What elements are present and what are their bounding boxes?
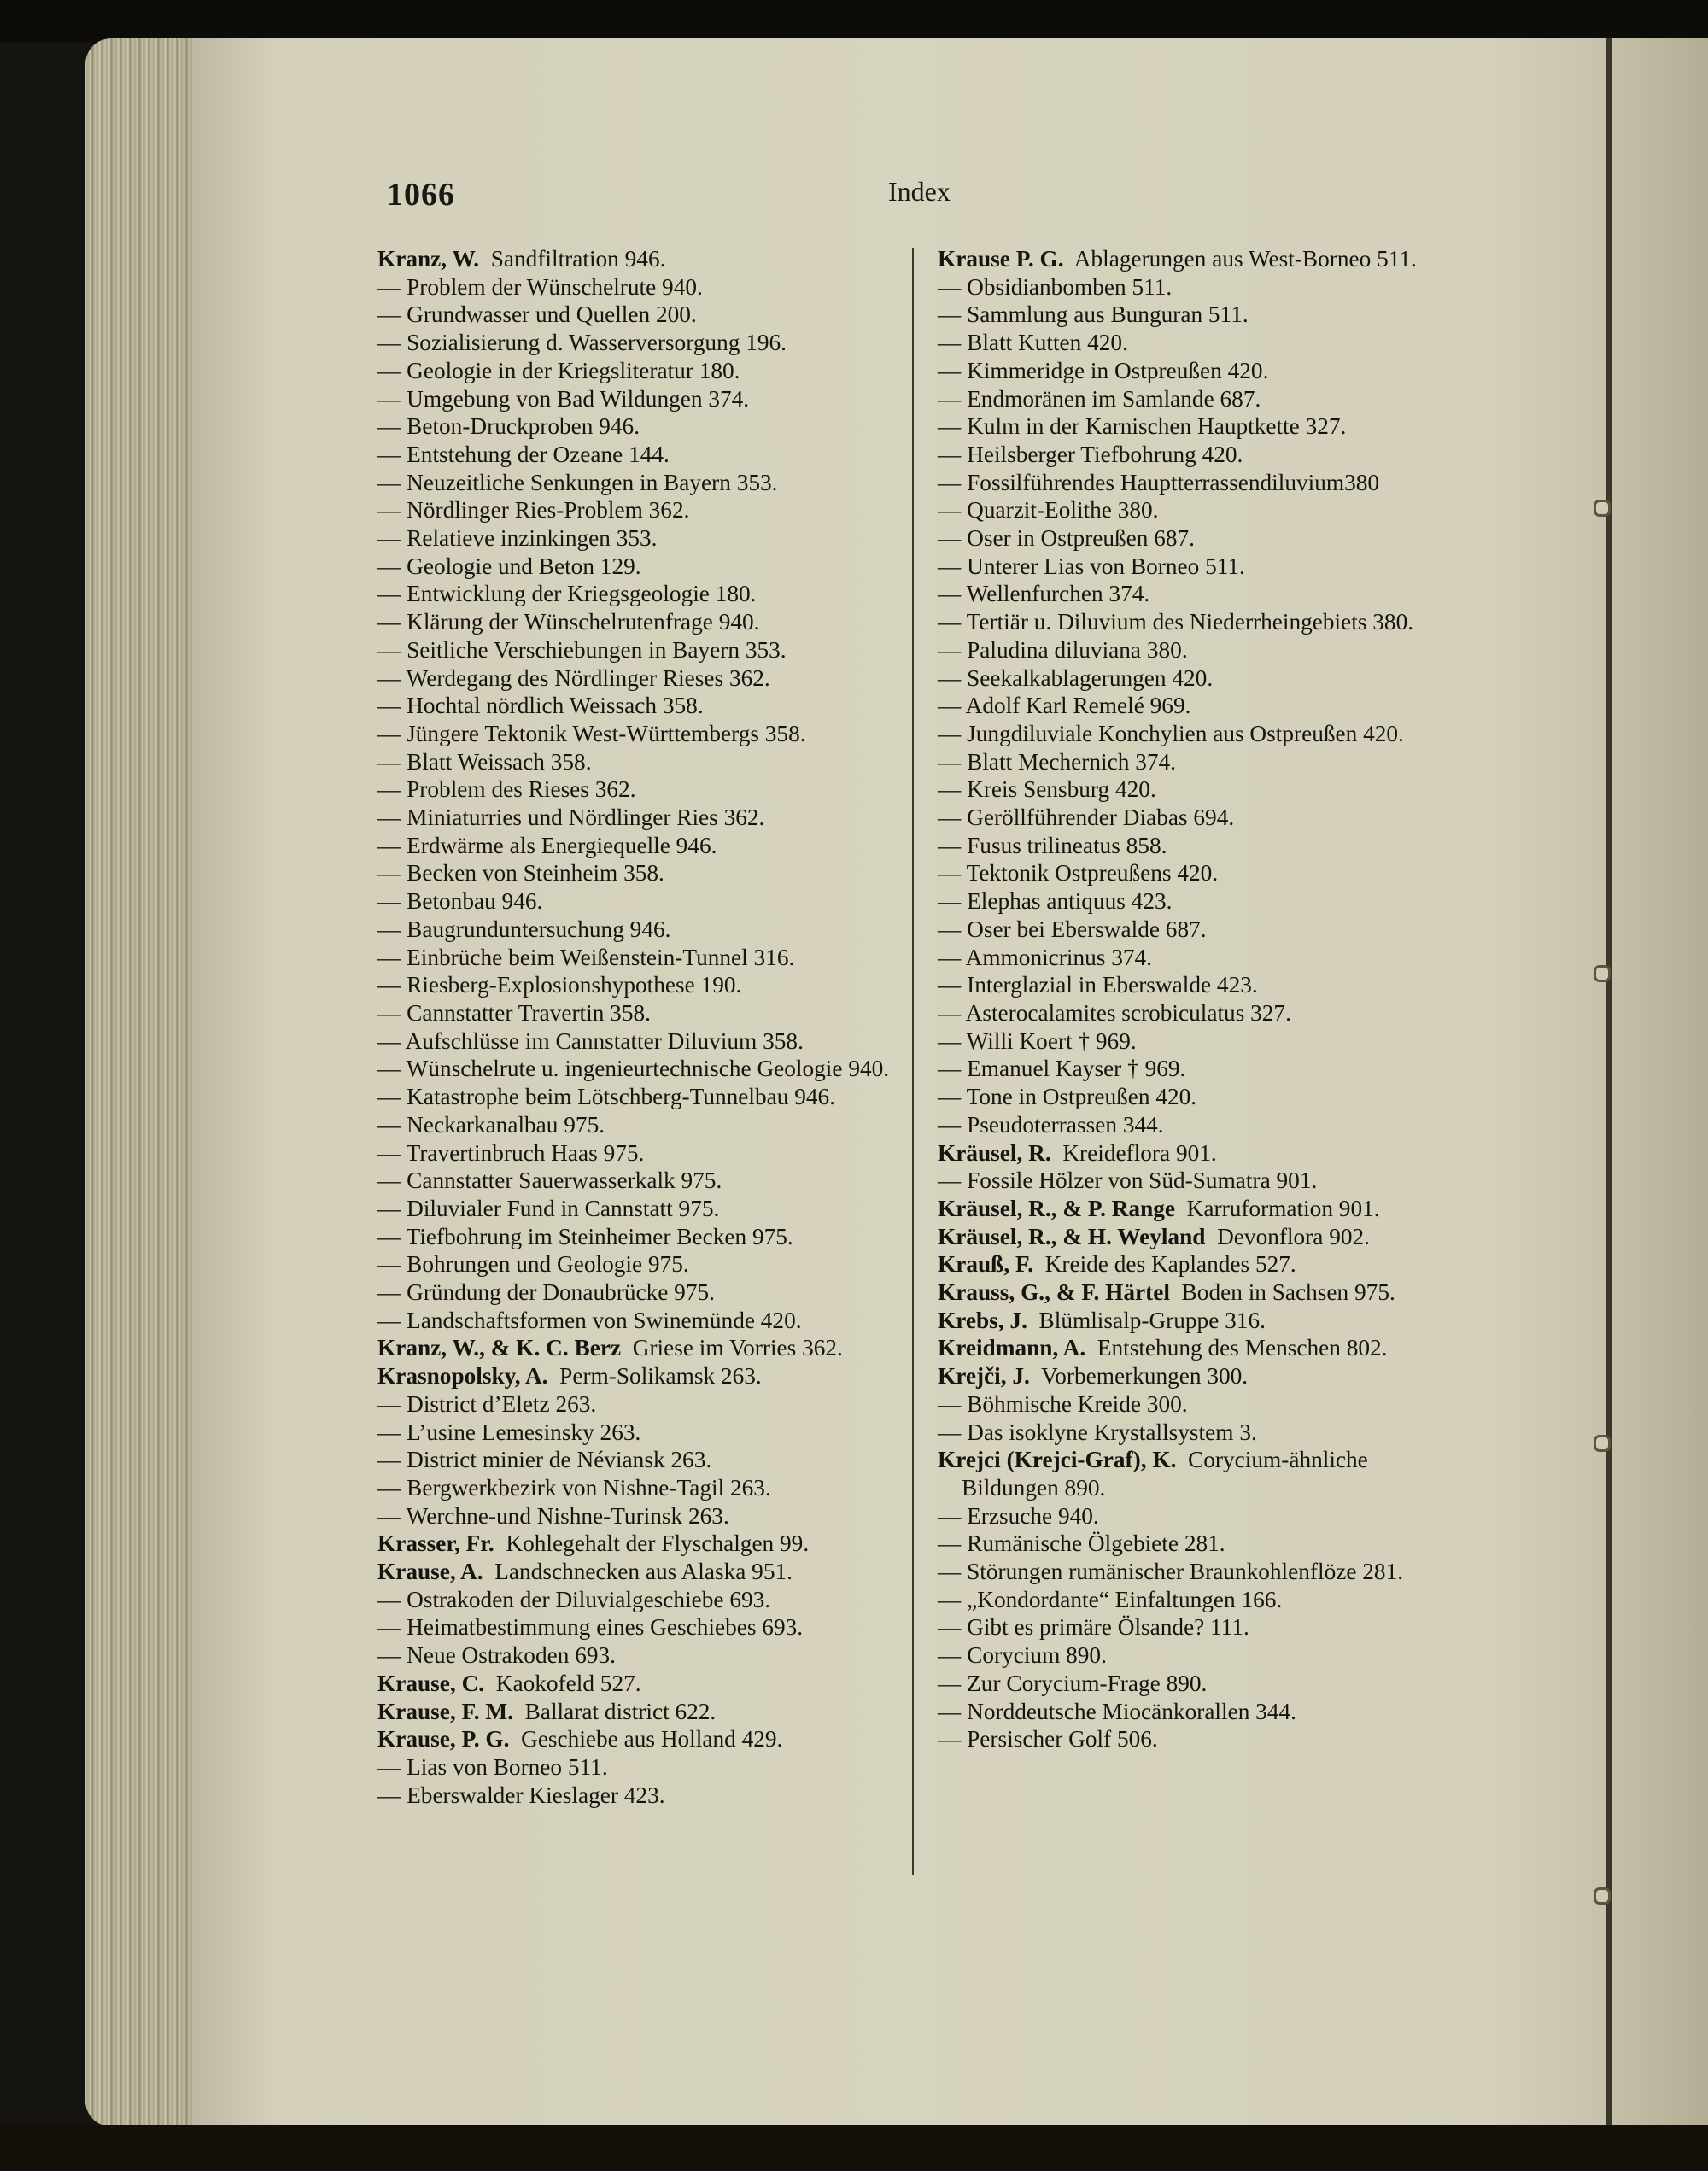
page-edges	[85, 38, 201, 2127]
index-entry	[938, 664, 1467, 693]
index-entry-text: — Hochtal nördlich Weissach 358.	[377, 693, 704, 719]
index-author: Kräusel, R., & H. Weyland	[938, 1223, 1206, 1249]
index-column-left	[377, 245, 900, 1809]
index-entry-text: — Oser in Ostpreußen 687.	[938, 525, 1195, 552]
index-entry	[377, 1111, 900, 1139]
index-entry	[377, 832, 900, 860]
index-entry	[938, 944, 1467, 972]
index-author: Krause P. G.	[938, 246, 1064, 272]
index-entry	[938, 301, 1467, 329]
index-entry	[938, 1390, 1467, 1419]
index-entry	[377, 859, 900, 887]
index-entry	[938, 1027, 1467, 1056]
index-entry	[377, 720, 900, 748]
index-entry-text: — Lias von Borneo 511.	[377, 1753, 608, 1780]
index-entry	[938, 1558, 1467, 1586]
index-author: Kräusel, R.	[938, 1139, 1051, 1166]
index-entry	[377, 301, 900, 329]
index-entry-text: — Geologie in der Kriegsliteratur 180.	[377, 357, 740, 383]
index-entry	[377, 1530, 900, 1558]
index-entry	[938, 859, 1467, 887]
book-gutter	[1606, 38, 1612, 2127]
index-entry-text: — Werdegang des Nördlinger Rieses 362.	[377, 664, 770, 691]
index-entry-text: — Persischer Golf 506.	[938, 1726, 1158, 1753]
index-entry	[377, 804, 900, 832]
index-entry	[938, 496, 1467, 524]
index-entry	[377, 245, 900, 273]
index-entry	[938, 832, 1467, 860]
index-author: Krause, A.	[377, 1559, 483, 1585]
index-entry-text: — Norddeutsche Miocänkorallen 344.	[938, 1698, 1296, 1724]
index-entry	[938, 1139, 1467, 1167]
index-entry	[938, 273, 1467, 301]
index-entry	[377, 971, 900, 999]
index-entry-text: — Emanuel Kayser † 969.	[938, 1056, 1186, 1082]
index-entry-text: — Einbrüche beim Weißenstein-Tunnel 316.	[377, 944, 795, 970]
index-entry-text: — Corycium 890.	[938, 1642, 1107, 1669]
index-entry	[938, 1613, 1467, 1641]
index-entry	[377, 580, 900, 608]
index-entry-text: — Ammonicrinus 374.	[938, 944, 1152, 970]
index-entry	[938, 720, 1467, 748]
index-entry-text: — Willi Koert † 969.	[938, 1027, 1137, 1054]
index-entry	[377, 1279, 900, 1307]
index-entry-text: — Blatt Kutten 420.	[938, 330, 1128, 356]
index-entry	[938, 1111, 1467, 1139]
index-entry	[938, 692, 1467, 720]
index-entry	[377, 1725, 900, 1753]
index-entry-text: — Geologie und Beton 129.	[377, 553, 641, 579]
index-entry	[377, 1670, 900, 1698]
index-entry-text: Landschnecken aus Alaska 951.	[483, 1559, 793, 1585]
index-entry	[377, 1641, 900, 1670]
index-author: Kräusel, R., & P. Range	[938, 1195, 1176, 1221]
index-entry-text: — Katastrophe beim Lötschberg-Tunnelbau 946.	[377, 1084, 835, 1110]
index-entry	[938, 1362, 1467, 1390]
index-entry-text: — Gründung der Donaubrücke 975.	[377, 1279, 715, 1306]
index-entry-text: — Unterer Lias von Borneo 511.	[938, 553, 1245, 579]
index-entry-text: — Problem der Wünschelrute 940.	[377, 273, 703, 300]
index-entry-text: Blümlisalp-Gruppe 316.	[1027, 1307, 1266, 1333]
index-entry	[377, 1613, 900, 1641]
index-entry	[377, 357, 900, 385]
index-entry-text: — Paludina diluviana 380.	[938, 636, 1188, 663]
index-entry-text: — District d’Eletz 263.	[377, 1390, 597, 1417]
index-entry-text: Vorbemerkungen 300.	[1029, 1363, 1249, 1390]
index-entry-text: — „Kondordante“ Einfaltungen 166.	[938, 1586, 1283, 1612]
index-entry-text: — Sammlung aus Bunguran 511.	[938, 301, 1249, 328]
index-entry	[938, 1530, 1467, 1558]
index-entry-text: — Cannstatter Travertin 358.	[377, 999, 651, 1026]
binding-thread-icon	[1594, 965, 1611, 982]
index-entry-text: Devonflora 902.	[1205, 1223, 1370, 1249]
index-entry-text: — Fossile Hölzer von Süd-Sumatra 901.	[938, 1167, 1318, 1194]
index-entry-text: Boden in Sachsen 975.	[1169, 1279, 1395, 1306]
index-column-right	[938, 245, 1467, 1753]
index-entry	[938, 636, 1467, 664]
index-entry	[377, 999, 900, 1027]
index-entry	[938, 1725, 1467, 1753]
index-entry	[938, 1670, 1467, 1698]
index-entry-text: — Erdwärme als Energiequelle 946.	[377, 832, 717, 858]
index-author: Kreidmann, A.	[938, 1335, 1086, 1361]
index-entry	[938, 357, 1467, 385]
index-entry-text: — Obsidianbomben 511.	[938, 273, 1173, 300]
index-entry-text: — Blatt Mechernich 374.	[938, 748, 1176, 775]
index-entry	[377, 524, 900, 553]
index-entry-text: — Seitliche Verschiebungen in Bayern 353.	[377, 636, 787, 663]
index-entry-text: — Fossilführendes Hauptterrassendiluvium380	[938, 469, 1380, 495]
page-number: 1066	[387, 177, 455, 213]
binding-thread-icon	[1594, 1887, 1611, 1905]
index-entry-text: — Beton-Druckproben 946.	[377, 413, 640, 440]
index-entry	[938, 1279, 1467, 1307]
index-entry	[377, 1223, 900, 1251]
index-entry-text: — Neuzeitliche Senkungen in Bayern 353.	[377, 469, 778, 495]
index-entry-text: — Oser bei Eberswalde 687.	[938, 916, 1207, 942]
index-entry	[938, 469, 1467, 497]
index-entry-text: Entstehung des Menschen 802.	[1085, 1335, 1388, 1361]
index-entry	[938, 1195, 1467, 1223]
index-entry	[938, 524, 1467, 553]
index-entry-text: — Kreis Sensburg 420.	[938, 776, 1156, 803]
index-entry-text: — Wünschelrute u. ingenieurtechnische Geologie 940.	[377, 1056, 890, 1082]
index-entry-text: — Interglazial in Eberswalde 423.	[938, 972, 1258, 998]
index-entry-text: — Diluvialer Fund in Cannstatt 975.	[377, 1195, 720, 1221]
index-entry	[377, 636, 900, 664]
index-entry	[938, 1502, 1467, 1530]
index-entry	[938, 1055, 1467, 1083]
index-entry	[377, 273, 900, 301]
index-author: Krasnopolsky, A.	[377, 1363, 548, 1390]
index-author: Krauß, F.	[938, 1251, 1033, 1278]
facing-page-edge	[1612, 38, 1708, 2127]
index-entry-text: — Sozialisierung d. Wasserversorgung 196.	[377, 330, 787, 356]
index-entry	[377, 748, 900, 776]
index-entry	[377, 887, 900, 916]
index-entry-text: — Jungdiluviale Konchylien aus Ostpreußen 420.	[938, 720, 1404, 746]
index-entry	[938, 887, 1467, 916]
index-entry	[377, 1782, 900, 1810]
index-entry	[377, 664, 900, 693]
index-entry	[377, 1558, 900, 1586]
index-entry	[938, 329, 1467, 357]
index-entry	[377, 944, 900, 972]
index-entry-text: — Nördlinger Ries-Problem 362.	[377, 497, 690, 524]
index-entry-text: — Asterocalamites scrobiculatus 327.	[938, 999, 1291, 1026]
index-entry-text: — Adolf Karl Remelé 969.	[938, 693, 1191, 719]
index-entry-text: — Wellenfurchen 374.	[938, 581, 1150, 607]
index-entry-text: — Heilsberger Tiefbohrung 420.	[938, 441, 1243, 467]
index-author: Kranz, W., & K. C. Berz	[377, 1335, 622, 1361]
index-entry-text: — Rumänische Ölgebiete 281.	[938, 1530, 1225, 1557]
index-author: Krause, P. G.	[377, 1726, 510, 1753]
index-entry-text: — Gibt es primäre Ölsande? 111.	[938, 1614, 1249, 1641]
binding-thread-icon	[1594, 500, 1611, 517]
index-entry-text: Ablagerungen aus West-Borneo 511.	[1063, 246, 1417, 272]
index-entry-text: — Eberswalder Kieslager 423.	[377, 1782, 665, 1808]
running-head: Index	[888, 176, 951, 207]
index-entry	[938, 580, 1467, 608]
index-entry-text: — Entwicklung der Kriegsgeologie 180.	[377, 581, 757, 607]
index-entry-text: — Zur Corycium-Frage 890.	[938, 1670, 1208, 1696]
index-entry	[938, 1641, 1467, 1670]
index-entry-text: — Ostrakoden der Diluvialgeschiebe 693.	[377, 1586, 771, 1612]
index-entry	[938, 1307, 1467, 1335]
index-author: Krauss, G., & F. Härtel	[938, 1279, 1170, 1306]
index-entry-text: — Blatt Weissach 358.	[377, 748, 592, 775]
index-author: Krebs, J.	[938, 1307, 1027, 1333]
index-entry-text: Geschiebe aus Holland 429.	[509, 1726, 783, 1753]
scan-bottom-shadow	[0, 2125, 1708, 2171]
index-entry	[377, 916, 900, 944]
index-entry	[377, 1334, 900, 1362]
index-entry-text: — Jüngere Tektonik West-Württembergs 358.	[377, 720, 806, 746]
index-entry-text: — Werchne-und Nishne-Turinsk 263.	[377, 1502, 729, 1529]
index-author: Kranz, W.	[377, 246, 480, 272]
index-entry-text: — Geröllführender Diabas 694.	[938, 805, 1235, 831]
index-entry	[938, 385, 1467, 413]
index-entry	[938, 999, 1467, 1027]
index-entry	[377, 496, 900, 524]
index-entry-text: Kaokofeld 527.	[484, 1670, 641, 1696]
index-entry-text: — Baugrunduntersuchung 946.	[377, 916, 671, 942]
index-entry-text: — Pseudoterrassen 344.	[938, 1111, 1164, 1138]
index-entry-text: — Bohrungen und Geologie 975.	[377, 1251, 689, 1278]
index-entry	[938, 775, 1467, 804]
index-entry-text: — Problem des Rieses 362.	[377, 776, 636, 803]
binding-thread-icon	[1594, 1435, 1611, 1452]
index-entry-text: — Relatieve inzinkingen 353.	[377, 525, 658, 552]
index-entry	[938, 1334, 1467, 1362]
index-entry	[377, 1055, 900, 1083]
index-author: Krause, C.	[377, 1670, 485, 1696]
index-entry-text: Perm-Solikamsk 263.	[547, 1363, 762, 1390]
index-entry	[377, 1446, 900, 1474]
index-entry	[377, 413, 900, 441]
index-entry	[377, 608, 900, 636]
index-entry-text: — Erzsuche 940.	[938, 1502, 1099, 1529]
index-entry-text: — Störungen rumänischer Braunkohlenflöze 281.	[938, 1559, 1404, 1585]
index-entry	[377, 1474, 900, 1502]
index-entry-text: Ballarat district 622.	[512, 1698, 717, 1724]
index-author: Krause, F. M.	[377, 1698, 513, 1724]
index-entry	[377, 469, 900, 497]
index-entry	[377, 1586, 900, 1614]
index-entry	[938, 916, 1467, 944]
index-entry-text: — Bergwerkbezirk von Nishne-Tagil 263.	[377, 1474, 771, 1501]
column-divider	[912, 248, 914, 1875]
index-entry	[938, 1250, 1467, 1279]
index-entry-text: Corycium-ähnliche Bildungen 890.	[962, 1447, 1374, 1501]
index-entry	[938, 1419, 1467, 1447]
index-entry	[938, 1446, 1467, 1501]
index-entry-text: Sandfiltration 946.	[479, 246, 666, 272]
index-entry-text: — Endmoränen im Samlande 687.	[938, 385, 1261, 412]
index-entry-text: — Seekalkablagerungen 420.	[938, 664, 1214, 691]
index-entry	[377, 1167, 900, 1195]
index-entry	[377, 1195, 900, 1223]
index-entry	[938, 413, 1467, 441]
index-entry-text: Kreideflora 901.	[1050, 1139, 1217, 1166]
index-entry-text: — Umgebung von Bad Wildungen 374.	[377, 385, 750, 412]
index-entry-text: — Betonbau 946.	[377, 888, 543, 915]
index-entry	[938, 748, 1467, 776]
index-entry	[938, 1167, 1467, 1195]
index-entry-text: — Kulm in der Karnischen Hauptkette 327.	[938, 413, 1347, 440]
index-entry	[377, 1390, 900, 1419]
index-entry	[377, 1419, 900, 1447]
index-entry	[938, 1586, 1467, 1614]
index-entry-text: — Quarzit-Eolithe 380.	[938, 497, 1159, 524]
index-entry-text: — Kimmeridge in Ostpreußen 420.	[938, 357, 1269, 383]
index-entry	[377, 1502, 900, 1530]
index-entry	[377, 385, 900, 413]
index-author: Krejči, J.	[938, 1363, 1030, 1390]
index-entry	[938, 1698, 1467, 1726]
index-entry-text: Karruformation 901.	[1175, 1195, 1380, 1221]
index-entry	[377, 692, 900, 720]
index-entry-text: — Fusus trilineatus 858.	[938, 832, 1167, 858]
index-entry-text: — Das isoklyne Krystallsystem 3.	[938, 1419, 1257, 1445]
index-entry	[377, 329, 900, 357]
index-entry-text: Kreide des Kaplandes 527.	[1033, 1251, 1296, 1278]
index-entry	[377, 775, 900, 804]
index-entry-text: — Tektonik Ostpreußens 420.	[938, 860, 1219, 887]
index-entry-text: — Neue Ostrakoden 693.	[377, 1642, 616, 1669]
index-entry	[938, 1083, 1467, 1111]
index-entry-text: — Elephas antiquus 423.	[938, 888, 1173, 915]
index-entry-text: — District minier de Néviansk 263.	[377, 1447, 712, 1473]
index-entry-text: — Riesberg-Explosionshypothese 190.	[377, 972, 742, 998]
scan-top-shadow	[0, 0, 1708, 43]
index-entry-text: — Miniaturries und Nördlinger Ries 362.	[377, 805, 765, 831]
index-entry-text: — Aufschlüsse im Cannstatter Diluvium 358.	[377, 1027, 804, 1054]
index-entry-text: — Tiefbohrung im Steinheimer Becken 975.	[377, 1223, 793, 1249]
index-entry	[377, 1139, 900, 1167]
index-entry	[377, 441, 900, 469]
index-entry	[377, 1250, 900, 1279]
index-author: Krejci (Krejci-Graf), K.	[938, 1447, 1177, 1473]
index-entry	[377, 1083, 900, 1111]
index-entry	[938, 441, 1467, 469]
index-entry-text: Kohlegehalt der Flyschalgen 99.	[494, 1530, 810, 1557]
index-entry-text: Griese im Vorries 362.	[621, 1335, 843, 1361]
index-entry	[377, 1027, 900, 1056]
index-entry-text: — Klärung der Wünschelrutenfrage 940.	[377, 609, 760, 635]
index-entry	[938, 804, 1467, 832]
index-entry	[938, 608, 1467, 636]
index-entry	[938, 553, 1467, 581]
index-entry	[377, 553, 900, 581]
index-entry	[938, 245, 1467, 273]
index-entry	[938, 1223, 1467, 1251]
index-entry-text: — Entstehung der Ozeane 144.	[377, 441, 670, 467]
index-entry	[377, 1753, 900, 1782]
index-entry-text: — L’usine Lemesinsky 263.	[377, 1419, 641, 1445]
index-entry-text: — Grundwasser und Quellen 200.	[377, 301, 697, 328]
index-entry-text: — Tertiär u. Diluvium des Niederrheingebiets 380.	[938, 609, 1414, 635]
index-entry	[938, 971, 1467, 999]
index-entry	[377, 1362, 900, 1390]
index-entry-text: — Travertinbruch Haas 975.	[377, 1139, 645, 1166]
index-entry-text: — Cannstatter Sauerwasserkalk 975.	[377, 1167, 722, 1194]
index-entry-text: — Neckarkanalbau 975.	[377, 1111, 605, 1138]
index-entry	[377, 1307, 900, 1335]
index-author: Krasser, Fr.	[377, 1530, 494, 1557]
index-entry-text: — Heimatbestimmung eines Geschiebes 693.	[377, 1614, 804, 1641]
index-entry-text: — Landschaftsformen von Swinemünde 420.	[377, 1307, 802, 1333]
index-entry-text: — Becken von Steinheim 358.	[377, 860, 664, 887]
index-entry-text: — Tone in Ostpreußen 420.	[938, 1084, 1197, 1110]
index-entry-text: — Böhmische Kreide 300.	[938, 1390, 1188, 1417]
index-entry	[377, 1698, 900, 1726]
